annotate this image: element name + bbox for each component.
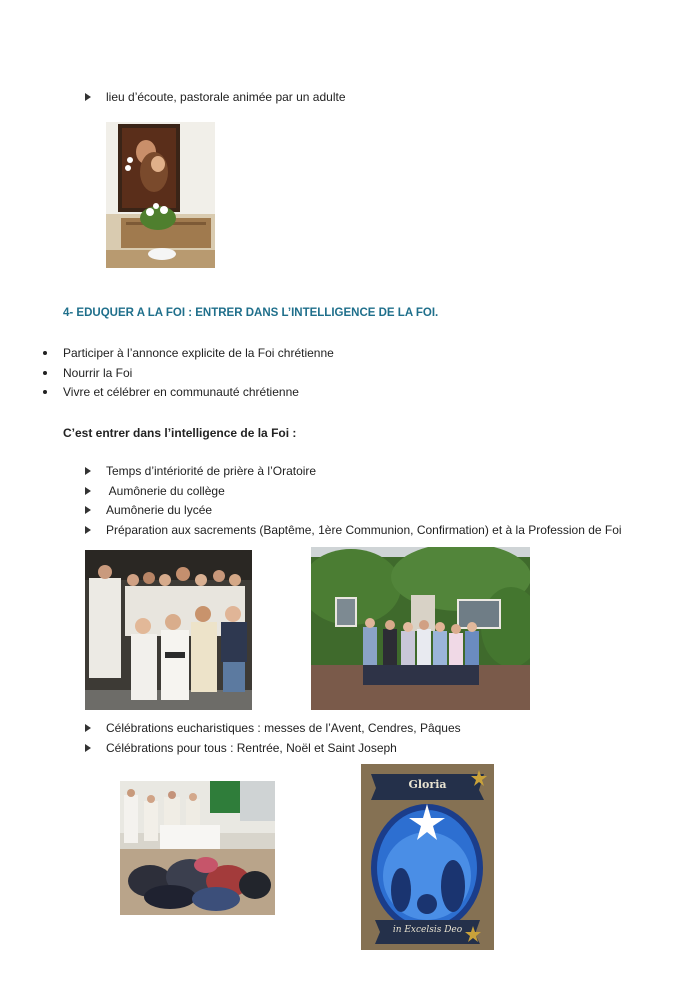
arrow-bullet-icon [85, 506, 91, 514]
celebration-text: Célébrations eucharistiques : messes de l’Avent, Cendres, Pâques [106, 721, 461, 735]
ivy-building-group-photo [311, 547, 530, 710]
bullet-dot [43, 390, 47, 394]
arrow-bullet-icon [85, 744, 91, 752]
gloria-artwork-photo [361, 764, 494, 950]
sub-item-text: Temps d’intériorité de prière à l’Oratoire [106, 464, 317, 478]
gloria-bottom-banner-text: in Excelsis Deo [392, 925, 463, 935]
sub-item-text: Aumônerie du lycée [106, 503, 213, 517]
oratory-photo [106, 122, 215, 268]
bullet-text: Vivre et célébrer en communauté chrétienne [63, 385, 299, 399]
mass-backpacks-photo [120, 781, 275, 915]
bullet-dot [43, 371, 47, 375]
arrow-bullet-icon [85, 467, 91, 475]
communion-group-photo [85, 550, 252, 710]
celebration-text: Célébrations pour tous : Rentrée, Noël et Saint Joseph [106, 741, 397, 755]
subheading: C’est entrer dans l’intelligence de la Foi : [63, 426, 297, 440]
section-heading: 4- EDUQUER A LA FOI : ENTRER DANS L’INTELLIGENCE DE LA FOI. [63, 307, 439, 319]
bullet-dot [43, 351, 47, 355]
gloria-top-banner-text: Gloria [408, 778, 447, 791]
bullet-text: Participer à l’annonce explicite de la Foi chrétienne [63, 346, 334, 360]
sub-item-text: Préparation aux sacrements (Baptême, 1ère Communion, Confirmation) et à la Profession de Foi [106, 523, 622, 537]
sub-item-text: Aumônerie du collège [106, 484, 225, 498]
arrow-bullet-icon [85, 526, 91, 534]
arrow-bullet-icon [85, 724, 91, 732]
bullet-text: Nourrir la Foi [63, 366, 133, 380]
arrow-bullet-icon [85, 93, 91, 101]
arrow-bullet-icon [85, 487, 91, 495]
top-item-text: lieu d’écoute, pastorale animée par un adulte [106, 90, 346, 104]
